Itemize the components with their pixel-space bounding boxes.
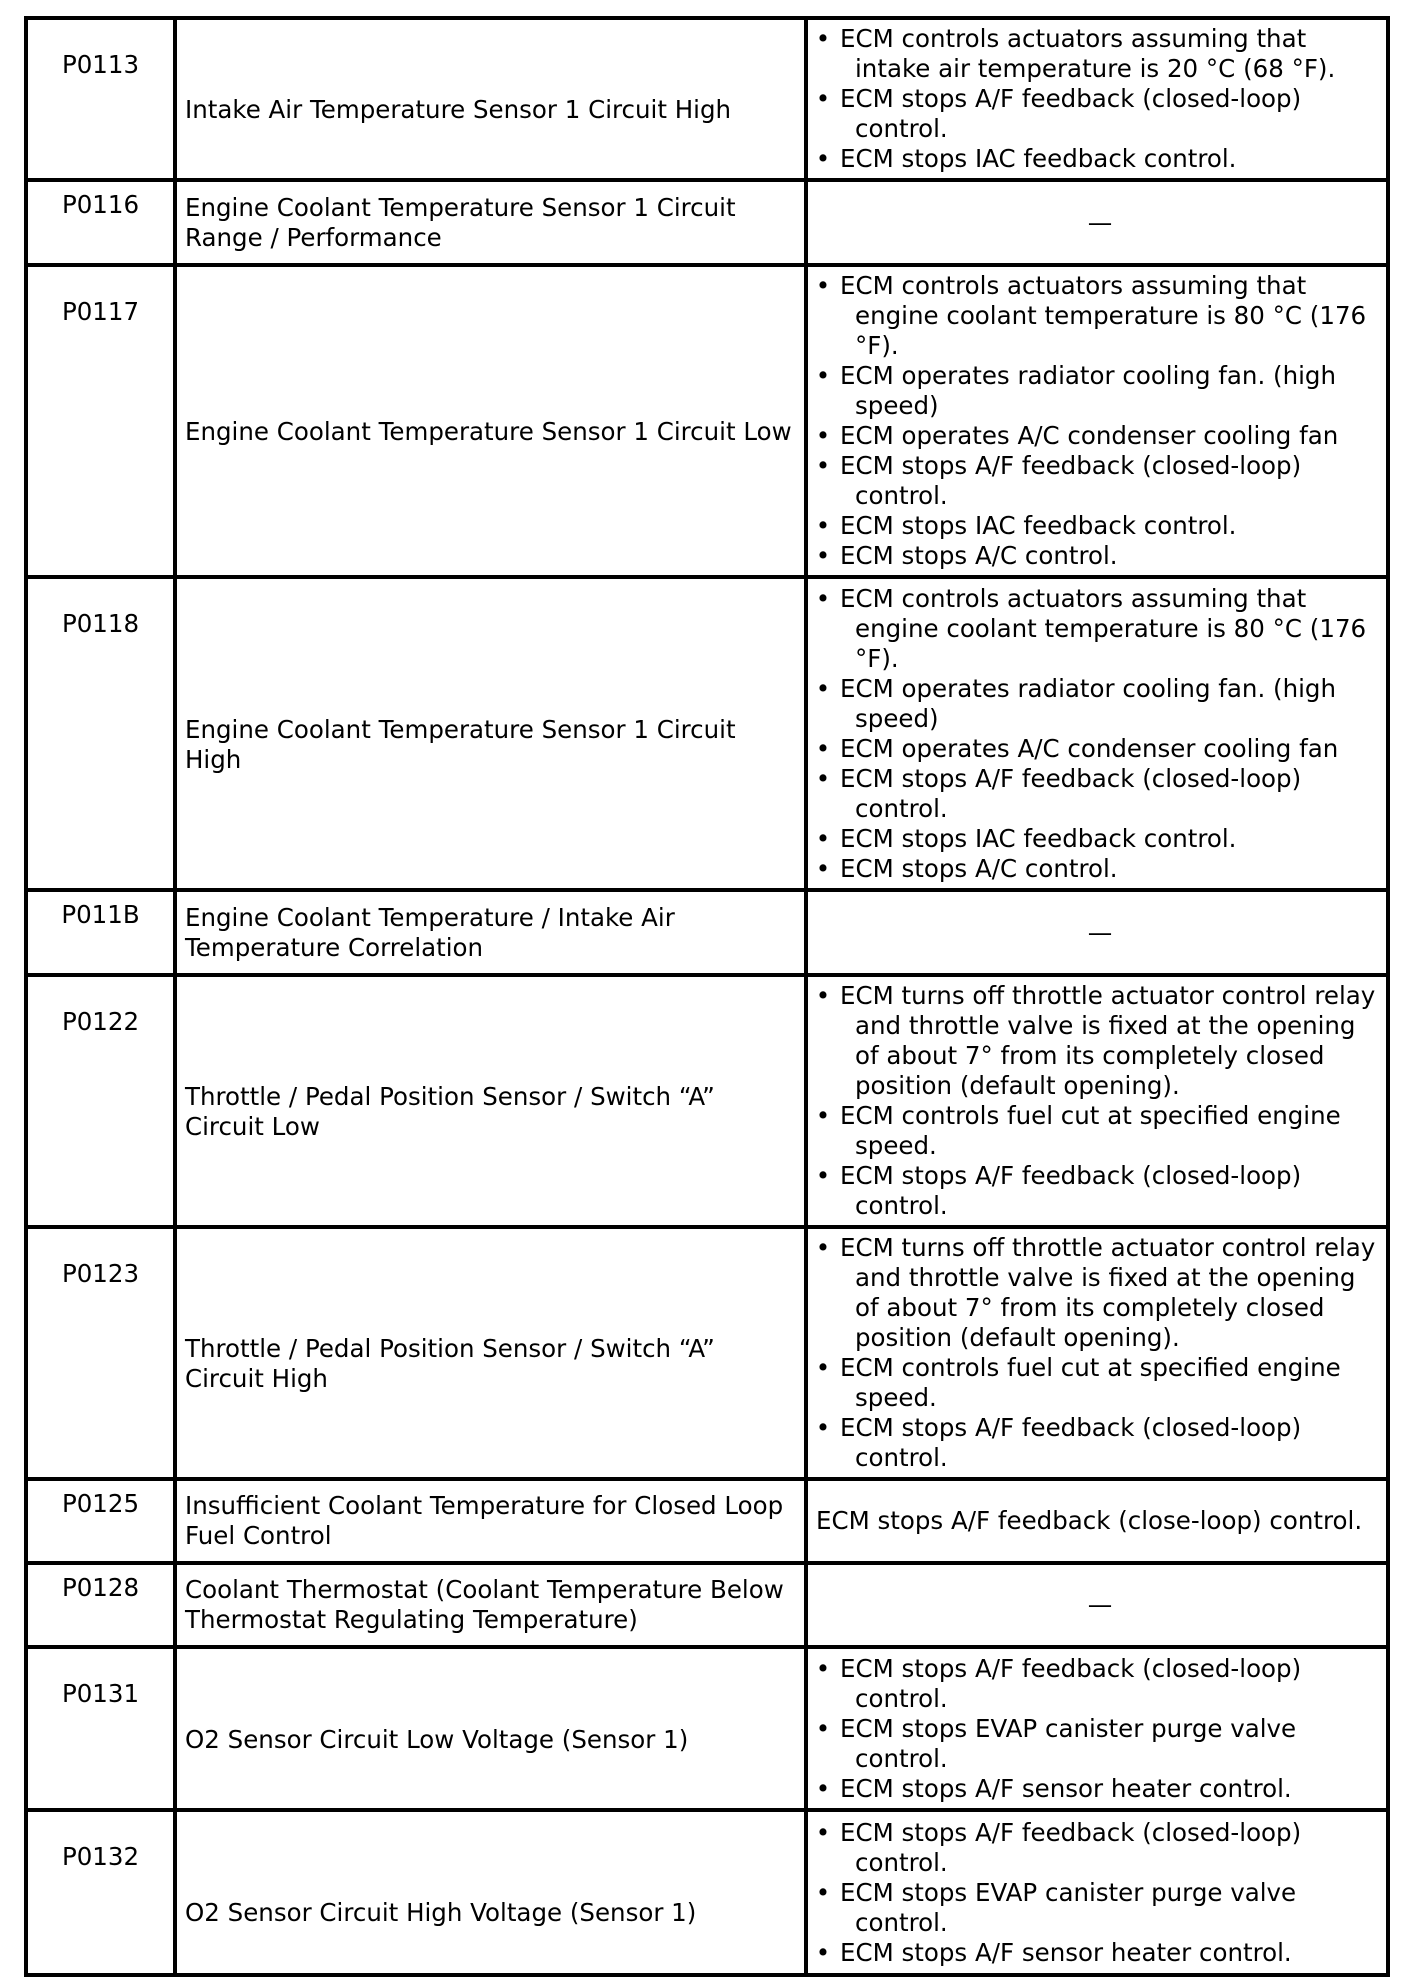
action-item: • ECM stops A/F feedback (closed-loop) control. [814,1654,1386,1714]
table-row [26,180,1388,265]
dtc-description-text: Engine Coolant Temperature Sensor 1 Circuit Range / Performance [185,192,736,252]
dtc-code: P0125 [26,1479,175,1563]
action-item: • ECM stops A/F feedback (closed-loop) control. [814,84,1386,144]
dtc-table [24,16,1390,1977]
action-item: • ECM stops A/C control. [814,541,1386,571]
dtc-description-text: O2 Sensor Circuit High Voltage (Sensor 1) [185,1897,697,1927]
table-row [26,265,1388,577]
action-list [814,1654,1386,1804]
fail-safe-none: — [806,1563,1388,1647]
dtc-code: P0123 [26,1227,175,1479]
action-list [814,24,1386,174]
table-row [26,1810,1388,1975]
fail-safe-text: ECM stops A/F feedback (close-loop) control. [806,1479,1388,1563]
action-list [814,981,1386,1221]
action-item: • ECM stops A/F feedback (closed-loop) control. [814,764,1386,824]
action-item: • ECM stops EVAP canister purge valve control. [814,1714,1386,1774]
dtc-code: P0116 [26,180,175,265]
action-item: • ECM stops A/F feedback (closed-loop) control. [814,1818,1386,1878]
dtc-code: P0131 [26,1647,175,1810]
action-list [814,1818,1386,1968]
action-item: • ECM stops A/F sensor heater control. [814,1774,1386,1804]
table-row [26,975,1388,1227]
dtc-code: P0113 [26,18,175,180]
dtc-description-text: Throttle / Pedal Position Sensor / Switch “A” Circuit Low [185,1082,715,1141]
action-item: • ECM controls fuel cut at specified engine speed. [814,1353,1386,1413]
action-item: • ECM operates A/C condenser cooling fan [814,734,1386,764]
table-row [26,577,1388,890]
action-item: • ECM stops IAC feedback control. [814,824,1386,854]
action-item: • ECM operates radiator cooling fan. (high speed) [814,674,1386,734]
fail-safe-actions [806,18,1388,180]
dtc-code: P0132 [26,1810,175,1975]
table-row [26,1647,1388,1810]
dtc-description-text: Intake Air Temperature Sensor 1 Circuit High [185,95,732,124]
action-item: • ECM controls actuators assuming that intake air temperature is 20 °C (68 °F). [814,24,1386,84]
action-list [814,271,1386,571]
dtc-code: P011B [26,890,175,975]
fail-safe-none: — [806,890,1388,975]
table-row [26,1227,1388,1479]
dtc-description-text: Engine Coolant Temperature Sensor 1 Circuit Low [185,417,792,446]
table-row [26,18,1388,180]
dtc-description-text: O2 Sensor Circuit Low Voltage (Sensor 1) [185,1724,689,1754]
action-item: • ECM operates A/C condenser cooling fan [814,421,1386,451]
dtc-description [175,577,806,890]
dtc-description-text: Engine Coolant Temperature Sensor 1 Circuit High [185,714,736,774]
dtc-description-text: Engine Coolant Temperature / Intake Air Temperature Correlation [185,902,675,962]
dtc-description [175,1479,806,1563]
table-row [26,1479,1388,1563]
dtc-description-text: Coolant Thermostat (Coolant Temperature Below Thermostat Regulating Temperature) [185,1575,784,1634]
fail-safe-actions [806,1647,1388,1810]
action-item: • ECM controls fuel cut at specified engine speed. [814,1101,1386,1161]
dtc-description [175,180,806,265]
fail-safe-none: — [806,180,1388,265]
dtc-description [175,1227,806,1479]
dtc-description-text: Insufficient Coolant Temperature for Closed Loop Fuel Control [185,1491,784,1550]
action-list [814,1233,1386,1473]
dtc-description [175,1810,806,1975]
action-item: • ECM operates radiator cooling fan. (high speed) [814,361,1386,421]
dtc-description [175,18,806,180]
table-row [26,890,1388,975]
fail-safe-actions [806,975,1388,1227]
table-row [26,1563,1388,1647]
dtc-description [175,265,806,577]
action-item: • ECM stops IAC feedback control. [814,511,1386,541]
dtc-description [175,1647,806,1810]
action-list [814,584,1386,884]
action-item: • ECM stops A/F sensor heater control. [814,1938,1386,1968]
action-item: • ECM controls actuators assuming that engine coolant temperature is 80 °C (176 °F). [814,584,1386,674]
fail-safe-actions [806,265,1388,577]
dtc-code: P0117 [26,265,175,577]
action-item: • ECM stops EVAP canister purge valve control. [814,1878,1386,1938]
dtc-description [175,1563,806,1647]
dtc-description [175,890,806,975]
action-item: • ECM stops A/C control. [814,854,1386,884]
action-item: • ECM controls actuators assuming that engine coolant temperature is 80 °C (176 °F). [814,271,1386,361]
fail-safe-actions [806,1810,1388,1975]
action-item: • ECM stops A/F feedback (closed-loop) control. [814,451,1386,511]
dtc-code: P0118 [26,577,175,890]
fail-safe-actions [806,577,1388,890]
action-item: • ECM stops A/F feedback (closed-loop) control. [814,1161,1386,1221]
action-item: • ECM turns off throttle actuator control relay and throttle valve is fixed at the opening of about 7° from its completely closed position (default opening). [814,981,1386,1101]
action-item: • ECM turns off throttle actuator control relay and throttle valve is fixed at the opening of about 7° from its completely closed position (default opening). [814,1233,1386,1353]
action-item: • ECM stops A/F feedback (closed-loop) control. [814,1413,1386,1473]
dtc-code: P0128 [26,1563,175,1647]
fail-safe-actions [806,1227,1388,1479]
dtc-description-text: Throttle / Pedal Position Sensor / Switch “A” Circuit High [185,1334,715,1393]
dtc-description [175,975,806,1227]
action-item: • ECM stops IAC feedback control. [814,144,1386,174]
dtc-code: P0122 [26,975,175,1227]
